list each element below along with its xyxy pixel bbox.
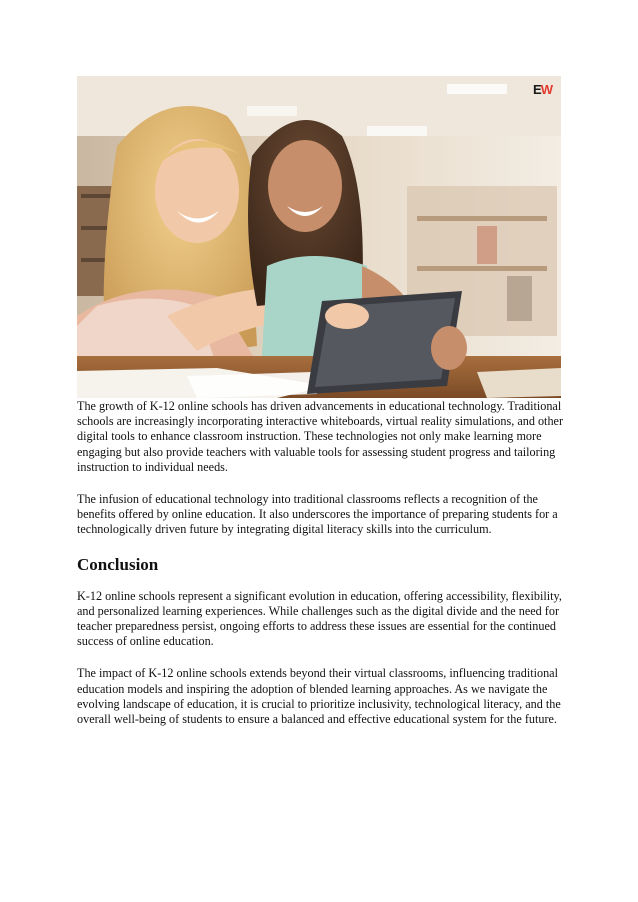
paragraph-conclusion-1: K-12 online schools represent a significant evolution in education, offering accessibility, flexibility, and personalized learning experiences. While challenges such as the digital divide and the need for teacher preparedness persist, ongoing efforts to address these issues are essential for the continued success of online education. (77, 588, 562, 649)
classroom-photo (77, 76, 561, 398)
article-body (77, 399, 564, 744)
brand-logo (533, 82, 552, 97)
logo-letter-main: E (533, 82, 541, 97)
classroom-photo-illustration (77, 76, 561, 398)
paragraph-edtech-infusion: The infusion of educational technology into traditional classrooms reflects a recognition of the benefits offered by online education. It also underscores the importance of preparing students for a technologically driven future by integrating digital literacy skills into the curriculum. (77, 492, 558, 537)
paragraph-conclusion-2: The impact of K-12 online schools extends beyond their virtual classrooms, influencing traditional education models and inspiring the adoption of blended learning approaches. As we navigate the evolving landscape of education, it is crucial to prioritize inclusivity, technological literacy, and the overall well-being of students to ensure a balanced and effective educational system for the future. (77, 666, 561, 727)
paragraph-edtech-growth: The growth of K-12 online schools has driven advancements in educational technology. Traditional schools are increasingly incorporating interactive whiteboards, virtual reality simulations, and other digital tools to enhance classroom instruction. These technologies not only make learning more engaging but also provide teachers with valuable tools for assessing student progress and tailoring instruction to individual needs. (77, 399, 564, 474)
conclusion-heading: Conclusion (77, 554, 159, 574)
logo-letter-accent: W (540, 82, 552, 97)
